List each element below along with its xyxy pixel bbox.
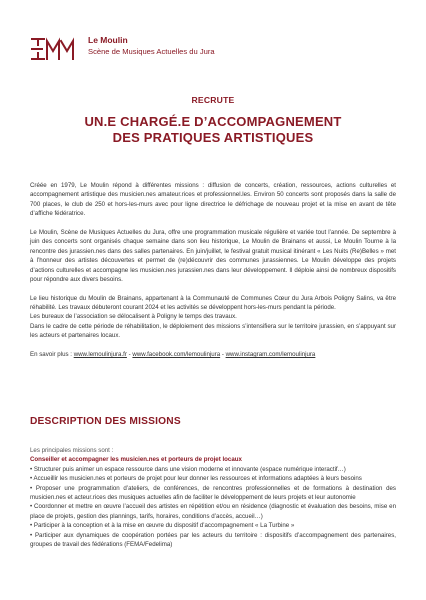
recrute-kicker: RECRUTE [191, 95, 235, 105]
missions-subheading: Conseiller et accompagner les musicien.nes et porteurs de projet locaux [30, 456, 242, 464]
org-identity [88, 34, 215, 58]
missions-section-title: DESCRIPTION DES MISSIONS [30, 416, 181, 427]
list-item: • Coordonner et mettre en œuvre l’accueil des artistes en répétition et/ou en résidence (diagnostic et évaluation des besoins, mise en place de projets, gestion des plannings, tarifs, horaires, conditions d’accès, accueil…) [30, 503, 396, 520]
list-item: • Structurer puis animer un espace ressource dans une vision moderne et innovante (espace numérique interactif…) [30, 465, 346, 473]
job-title-line-1: UN.E CHARGÉ.E D’ACCOMPAGNEMENT [84, 114, 342, 129]
intro-paragraph-1: Créée en 1979, Le Moulin répond à différentes missions : diffusion de concerts, création, ressources, actions culturelles et accompagnement artistique des musicien.nes amateur.rices et professionnel.les. Environ 50 concerts sont proposés dans la salle de 700 places, le club de 250 et hors-les-murs avec pour ligne directrice le défrichage de nouveau projet et la mise en avant de tête d’affiche fédératrice. [30, 182, 396, 218]
links-separator: - [220, 350, 226, 358]
list-item: • Proposer une programmation d’ateliers, de conférences, de rencontres professionnelles et de formations à destination des musicien.nes et acteur.rices des musiques actuelles afin de faciliter le développement de leurs projets et leur autonomie [30, 484, 396, 502]
instagram-link[interactable]: www.instagram.com/lemoulinjura [225, 350, 316, 358]
rehab-paragraph-2: Les bureaux de l’association se délocalisent à Poligny le temps des travaux. [30, 313, 237, 321]
org-subtitle: Scène de Musiques Actuelles du Jura [88, 47, 215, 56]
more-info-links [30, 350, 396, 359]
links-prefix: En savoir plus : [30, 350, 74, 358]
missions-body [30, 446, 396, 549]
list-item: • Participer aux dynamiques de coopération portées par les acteurs du territoire : dispositifs d’accompagnement des partenaires, groupes de travail des fédérations (FEMA/Fedelima) [30, 531, 396, 549]
missions-lead: Les principales missions sont : [30, 447, 114, 454]
job-title-line-2: DES PRATIQUES ARTISTIQUES [112, 130, 314, 145]
org-name: Le Moulin [88, 35, 128, 45]
le-moulin-logo-icon [30, 36, 78, 62]
header [30, 34, 215, 62]
presentation-body [30, 181, 396, 369]
missions-list [30, 465, 396, 550]
rehab-paragraph-1: Le lieu historique du Moulin de Brainans, appartenant à la Communauté de Communes Cœur du Jura Arbois Poligny Salins, va être réhabilité. Les travaux débuteront courant 2024 et les activités se développent hors-les-murs pendant la période. [30, 294, 396, 312]
website-link[interactable]: www.lemoulinjura.fr [73, 350, 127, 358]
list-item: • Accueillir les musicien.nes et porteurs de projet pour leur donner les ressources et informations adaptées à leurs besoins [30, 475, 362, 483]
intro-paragraph-2: Le Moulin, Scène de Musiques Actuelles du Jura, offre une programmation musicale régulière et variée tout l’année. De septembre à juin des concerts sont organisés chaque semaine dans son lieu historique, Le Moulin de Brainans et aussi, Le Moulin Tourne à la rencontre des jurassien.nes dans des salles partenaires. En juin/juillet, le festival gratuit musical itinérant « Les Nuits (Re)Belles » met à l’honneur des artistes découvertes et permet de (re)découvrir des communes jurassiennes. Le Moulin développe des projets d’actions culturelles et accompagne les musicien.nes jurassien.nes dans leur développement. Il déploie ainsi de nombreux dispositifs pour répondre aux divers besoins. [30, 228, 396, 283]
job-title-block [0, 95, 426, 146]
facebook-link[interactable]: www.facebook.com/lemoulinjura [132, 350, 221, 358]
rehab-paragraph-3: Dans le cadre de cette période de réhabilitation, le déploiement des missions s’intensifiera sur le territoire jurassien, en s’appuyant sur les acteurs et partenaires locaux. [30, 322, 396, 340]
links-separator: - [126, 350, 133, 358]
list-item: • Participer à la conception et à la mise en œuvre du dispositif d’accompagnement « La Turbine » [30, 522, 295, 530]
